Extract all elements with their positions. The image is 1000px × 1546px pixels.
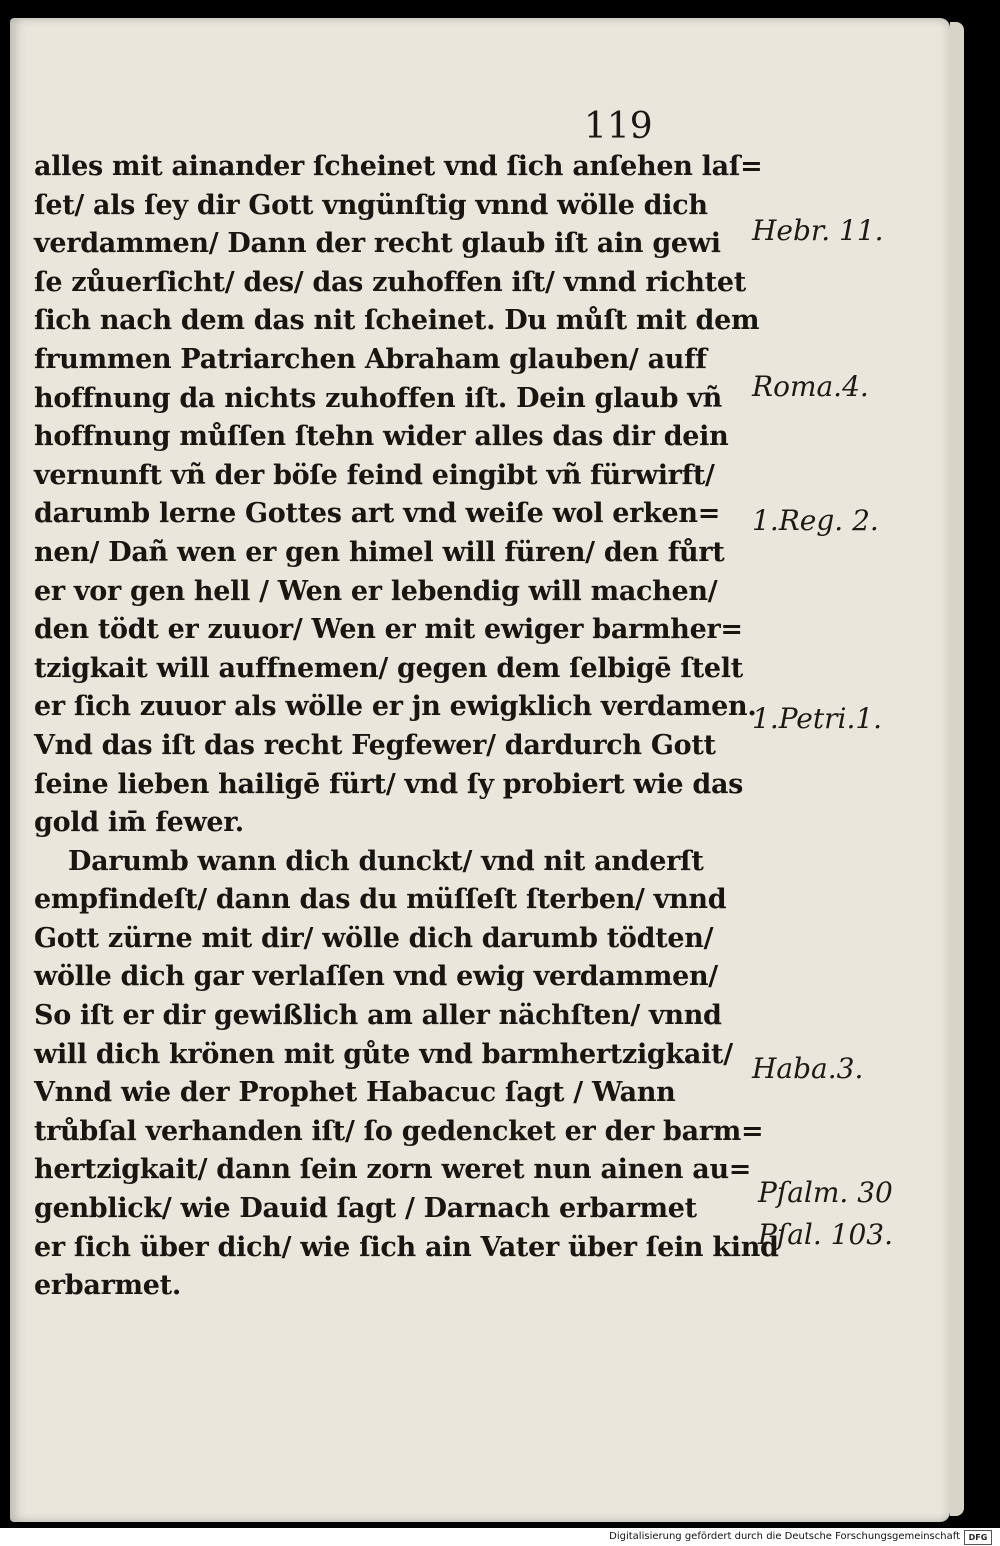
dfg-logo-icon: DFG	[964, 1530, 992, 1545]
marginal-note: Hebr. 11.	[752, 214, 884, 247]
text-line: trůbſal verhanden iſt/ ſo gedencket er der barm=	[34, 1115, 764, 1147]
text-line: hoffnung můſſen ſtehn wider alles das dir dein	[34, 421, 729, 453]
text-line: ſet/ als ſey dir Gott vngünſtig vnnd wölle dich	[34, 189, 708, 221]
text-line: alles mit ainander ſcheinet vnd ſich anſehen laſ=	[34, 151, 763, 182]
text-line: er ſich zuuor als wölle er jn ewigklich verdamen.	[34, 691, 757, 723]
text-line: So iſt er dir gewißlich am aller nächſten/ vnnd	[34, 1000, 722, 1032]
text-line: tzigkait will auffnemen/ gegen dem ſelbigē ſtelt	[34, 652, 743, 684]
marginal-note: 1.Reg. 2.	[752, 504, 879, 537]
text-line: frummen Patriarchen Abraham glauben/ auff	[34, 343, 707, 375]
marginal-note: Roma.4.	[752, 370, 869, 403]
text-line: den tödt er zuuor/ Wen er mit ewiger barmher=	[34, 614, 743, 646]
main-text	[34, 148, 779, 1306]
text-line: empfindeſt/ dann das du müſſeſt ſterben/ vnnd	[34, 884, 727, 916]
marginal-note: Pſal. 103.	[758, 1218, 893, 1251]
text-line: er ſich über dich/ wie ſich ain Vater über ſein kind	[34, 1231, 779, 1263]
text-line: hoffnung da nichts zuhoffen iſt. Dein glaub vñ	[34, 382, 722, 414]
text-line: ſe zůuerſicht/ des/ das zuhoffen iſt/ vnnd richtet	[34, 266, 746, 298]
page-number: 119	[584, 106, 653, 147]
text-line: Gott zürne mit dir/ wölle dich darumb tödten/	[34, 922, 714, 954]
text-line: will dich krönen mit gůte vnd barmhertzigkait/	[34, 1038, 733, 1070]
marginal-note: Haba.3.	[752, 1052, 864, 1085]
text-line: wölle dich gar verlaſſen vnd ewig verdammen/	[34, 961, 718, 993]
text-line: verdammen/ Dann der recht glaub iſt ain gewi	[34, 228, 721, 260]
text-line: Vnnd wie der Prophet Habacuc ſagt / Wann	[34, 1077, 676, 1109]
text-line: erbarmet.	[34, 1270, 181, 1302]
page-edge	[950, 22, 964, 1516]
marginal-note: Pſalm. 30	[758, 1176, 893, 1209]
footer-credit: Digitalisierung gefördert durch die Deutsche Forschungsgemeinschaft	[609, 1531, 960, 1542]
text-line: Darumb wann dich dunckt/ vnd nit anderſt	[68, 845, 704, 877]
marginal-note: 1.Petri.1.	[752, 702, 883, 735]
text-line: vernunft vñ der böſe feind eingibt vñ fürwirft/	[34, 459, 715, 491]
text-line: gold im̄ fewer.	[34, 807, 244, 839]
text-line: darumb lerne Gottes art vnd weiſe wol erken=	[34, 498, 721, 530]
text-line: er vor gen hell / Wen er lebendig will machen/	[34, 575, 718, 607]
text-line: hertzigkait/ dann ſein zorn weret nun ainen au=	[34, 1154, 752, 1186]
text-line: ſich nach dem das nit ſcheinet. Du můſt mit dem	[34, 305, 760, 337]
text-line: nen/ Dañ wen er gen himel will füren/ den fůrt	[34, 536, 725, 568]
text-line: genblick/ wie Dauid ſagt / Darnach erbarmet	[34, 1193, 697, 1225]
text-line: ſeine lieben hailigē fürt/ vnd ſy probiert wie das	[34, 768, 744, 800]
text-line: Vnd das iſt das recht Fegfewer/ dardurch Gott	[34, 729, 716, 761]
